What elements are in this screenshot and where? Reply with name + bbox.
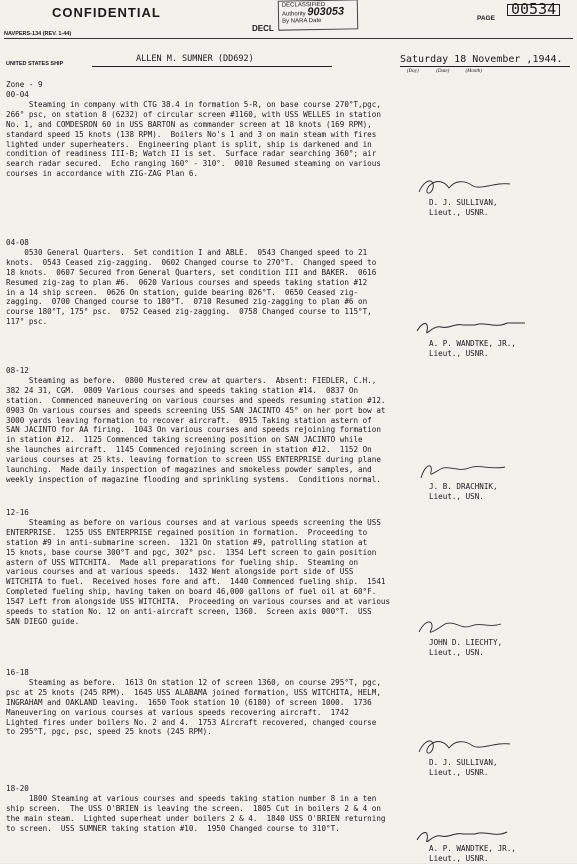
date-captions <box>407 67 494 77</box>
signature-scrawl-icon <box>415 458 530 482</box>
watch-remarks: Steaming in company with CTG 38.4 in formation 5-R, on base course 270°T,pgc, 266° psc, on station 8 (6232) of circular screen #1160, with USS WELLES in station No. 1, and COMDESRON 60 in USS BARTON as commander screen at 18 knots (169 RPM), standard speed 15 knots (138 RPM). Boilers No's 1 and 3 on main steam with fires lighted under superheaters. Engineering plant is split, ship is darkened and in condition of readiness III-B; Watch II is set. Surface radar searching 360°; air search radar secured. Echo ranging 160° - 310°. 0010 Resumed steaming on various courses in accordance with ZIG-ZAG Plan 6. <box>6 99 381 179</box>
watch-entry-16-18 <box>6 668 572 737</box>
signature-scrawl-icon <box>415 315 530 339</box>
zone-label: Zone - 9 <box>6 80 43 89</box>
decl-text: DECL <box>252 24 274 33</box>
stamp-authority-label: Authority <box>281 11 306 18</box>
stamp-title: DECLASSIFIED <box>281 1 326 9</box>
watch-time: 18-20 <box>6 784 29 793</box>
watch-signature <box>415 748 565 778</box>
watch-time: 00-04 <box>6 90 29 99</box>
stamp-number: 903053 <box>307 5 345 19</box>
watch-remarks: 1800 Steaming at various courses and speeds taking station number 8 in a ten ship screen. The USS O'BRIEN is leaving the screen. 1805 Cut in boilers 2 & 4 on the main steam. Lighted superheat under boilers 2 & 4. 1840 USS O'BRIEN returning to screen. USS SUMNER taking station #10. 1950 Changed course to 310°T. <box>6 793 386 833</box>
watch-remarks: Steaming as before. 0800 Mustered crew at quarters. Absent: FIEDLER, C.H., 382 24 31, CGM. 0809 Various courses and speeds taking station #14. 0837 On station. Commenced maneuvering on various courses and speeds resuming station #12. 0903 On various courses and speeds screening USS SAN JACINTO 45° on her port bow at 3000 yards leaving formation to recover aircraft. 0915 Taking station astern of SAN JACINTO for AA firing. 1043 On various courses and speeds rejoining formation in station #12. 1125 Commenced taking screening position on SAN JACINTO while she launches aircraft. 1145 Commenced rejoining screen in station #12. 1152 On various courses at 25 kts. leaving formation to screen USS ENTERPRISE during plane launching. Made daily inspection of magazines and smokeless powder samples, and weekly inspection of magazine flooding and sprinkling systems. Conditions normal. <box>6 375 386 484</box>
watch-remarks: 0530 General Quarters. Set condition I and ABLE. 0543 Changed speed to 21 knots. 0543 Ceased zig-zagging. 0602 Changed course to 270°T. Changed speed to 18 knots. 0607 Secured from General Quarters, set condition III and BAKER. 0616 Resumed zig-zag to plan #6. 0620 Various courses and speeds taking station #12 in a 14 ship screen. 0626 On station, guide bearing 026°T. 0650 Ceased zig- zagging. 0700 Changed course to 180°T. 0710 Resumed zig-zagging to plan #6 on course 180°T, 175° psc. 0752 Ceased zig-zagging. 0758 Changed course to 115°T, 117° psc. <box>6 247 377 327</box>
page-number: 00534 <box>507 4 560 16</box>
signature-scrawl-icon <box>415 174 530 198</box>
signer-rank: Lieut., USNR. <box>429 207 489 217</box>
watch-entry-12-16 <box>6 508 572 627</box>
signer-name: JOHN D. LIECHTY, <box>429 638 503 647</box>
signature-scrawl-icon <box>415 824 530 848</box>
log-date: Saturday 18 November ,1944. <box>400 54 563 65</box>
page-label: PAGE <box>477 15 495 22</box>
signer-rank: Lieut., USN. <box>429 647 484 657</box>
ship-underline <box>92 66 332 67</box>
ship-prefix-label: UNITED STATES SHIP <box>6 61 64 67</box>
watch-signature <box>415 472 565 502</box>
declassification-stamp <box>278 0 359 31</box>
signature-scrawl-icon <box>415 734 530 758</box>
signer-rank: Lieut., USNR. <box>429 853 489 863</box>
watch-signature <box>415 329 565 359</box>
caption-day: (Day) <box>407 69 419 74</box>
watch-entry-00-04 <box>6 90 572 179</box>
watch-signature <box>415 188 565 218</box>
watch-time: 12-16 <box>6 508 29 517</box>
signer-rank: Lieut., USNR. <box>429 348 489 358</box>
watch-time: 16-18 <box>6 668 29 677</box>
signer-rank: Lieut., USNR. <box>429 767 489 777</box>
form-id: NAVPERS-134 (REV. 1-44) <box>4 31 72 37</box>
classification-label: CONFIDENTIAL <box>52 5 161 20</box>
header-divider <box>4 38 573 39</box>
signer-name: A. P. WANDTKE, JR., <box>429 339 516 348</box>
watch-signature <box>415 628 565 658</box>
signer-name: D. J. SULLIVAN, <box>429 198 498 207</box>
watch-remarks: Steaming as before. 1613 On station 12 of screen 1360, on course 295°T, pgc, psc at 25 knots (245 RPM). 1645 USS ALABAMA joined formation, USS WITCHITA, HELM, INGRAHAM and OAKLAND leaving. 1650 Took station 10 (6180) of screen 1000. 1736 Maneuvering on various courses at various speeds recovering aircraft. 1742 Lighted fires under boilers No. 2 and 4. 1753 Aircraft recovered, changed course to 295°T, pgc, psc, speed 25 knots (245 RPM). <box>6 677 381 737</box>
watch-time: 04-08 <box>6 238 29 247</box>
watch-time: 08-12 <box>6 366 29 375</box>
watch-signature <box>415 838 565 864</box>
caption-month: (Month) <box>465 69 482 74</box>
watch-entry-04-08 <box>6 238 572 327</box>
caption-date: (Date) <box>436 69 450 74</box>
signature-scrawl-icon <box>415 614 530 638</box>
signer-name: D. J. SULLIVAN, <box>429 758 498 767</box>
signer-name: J. B. DRACHNIK, <box>429 482 498 491</box>
ship-name: ALLEN M. SUMNER (DD692) <box>136 54 254 64</box>
signer-rank: Lieut., USN. <box>429 491 484 501</box>
stamp-by: By NARA Date <box>282 17 322 25</box>
watch-remarks: Steaming as before on various courses and at various speeds screening the USS ENTERPRISE. 1255 USS ENTERPRISE regained position in formation. Proceeding to station #9 in anti-submarine screen. 1321 On station #9, patrolling station at 15 knots, base course 300°T and pgc, 302° psc. 1354 Left screen to gain position astern of USS WITCHITA. Made all preparations for fueling ship. Steaming on various courses and at various speeds. 1432 Went alongside port side of USS WITCHITA to fuel. Received hoses fore and aft. 1440 Commenced fueling ship. 1541 Completed fueling ship, having taken on board 46,000 gallons of fuel oil at 60°F. 1547 Left from alongside USS WITCHITA. Proceeding on various courses and at various speeds to station No. 12 on anti-aircraft screen, 1360. Screen axis 000°T. USS SAN DIEGO guide. <box>6 517 391 626</box>
signer-name: A. P. WANDTKE, JR., <box>429 844 516 853</box>
